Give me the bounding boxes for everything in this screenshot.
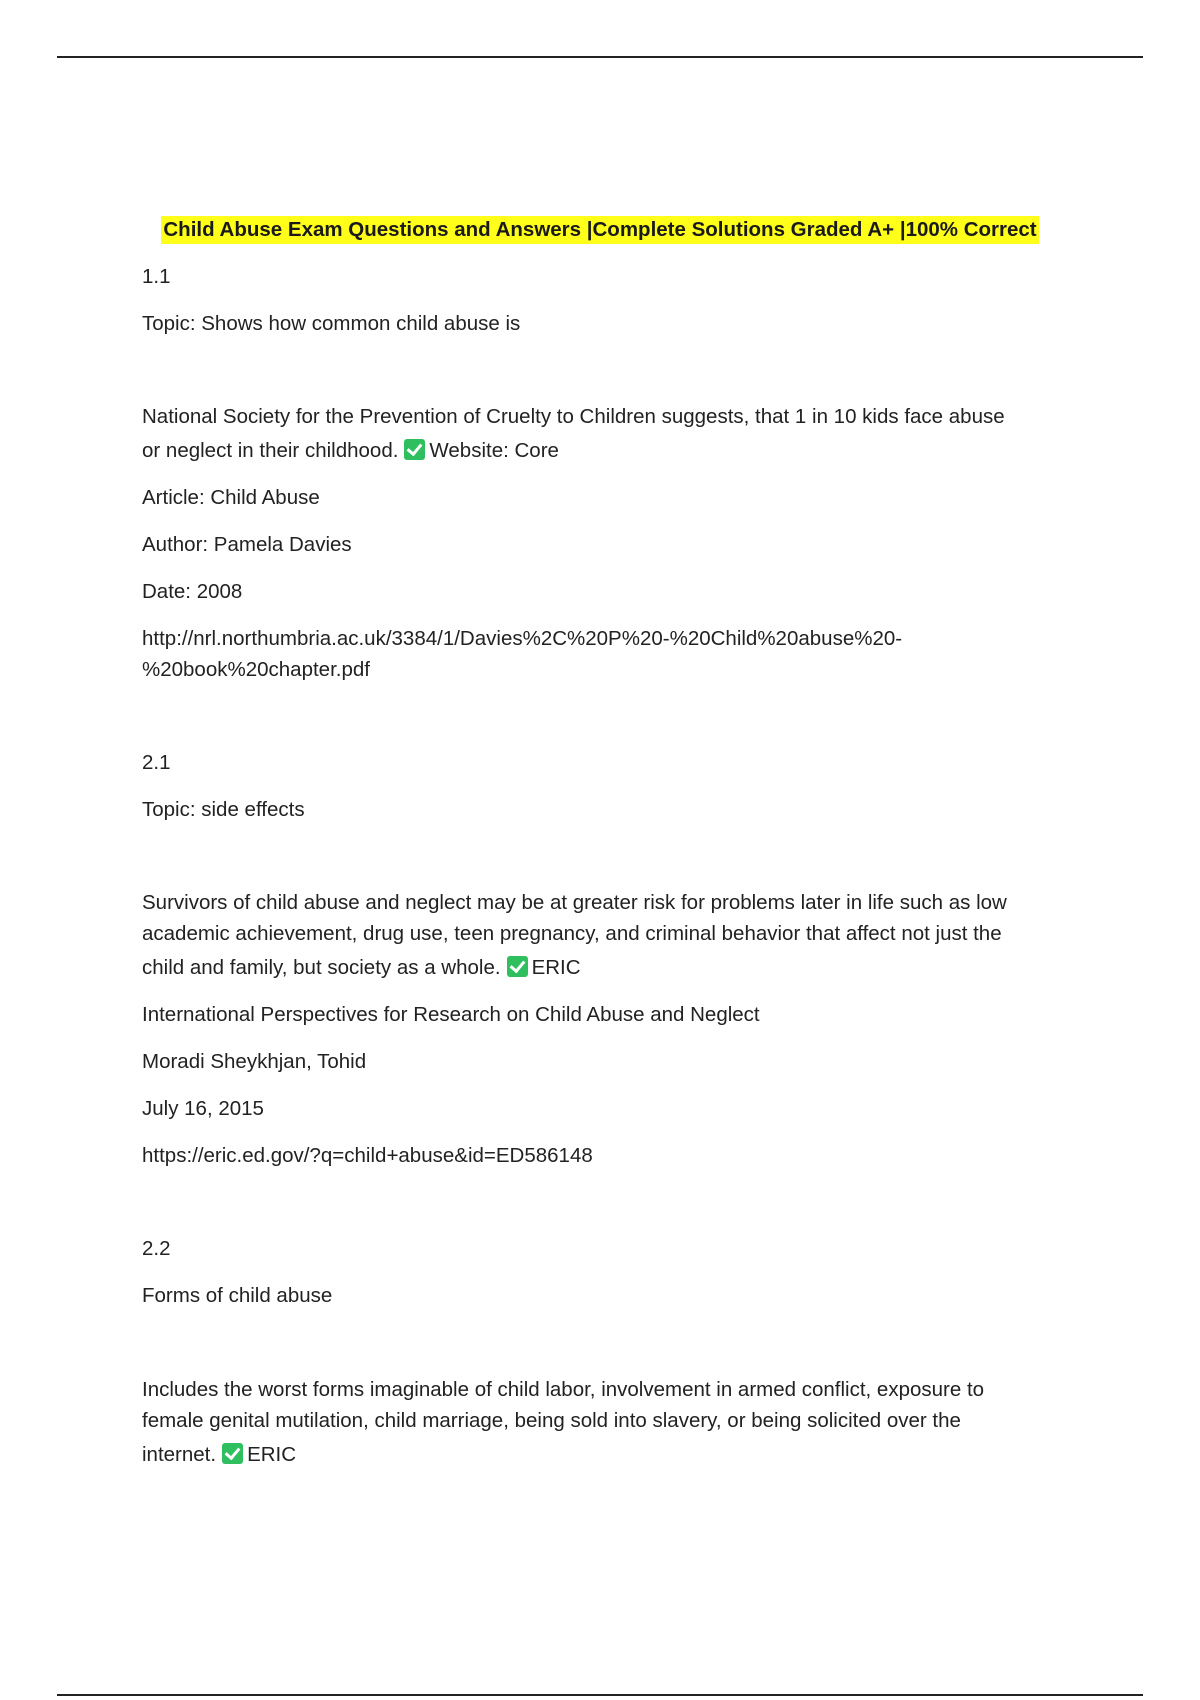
- answer-source: ERIC: [247, 1443, 297, 1466]
- source-date: Date: 2008: [142, 580, 243, 603]
- page-top-rule: [57, 56, 1143, 58]
- check-mark-icon: [222, 1443, 243, 1464]
- answer-text-line-last: [142, 952, 581, 984]
- check-mark-icon: [404, 439, 425, 460]
- section-number: 2.2: [142, 1237, 171, 1260]
- answer-text-line: National Society for the Prevention of Cruelty to Children suggests, that 1 in 10 kids face abuse: [142, 405, 1005, 428]
- section-topic: Topic: Shows how common child abuse is: [142, 312, 521, 335]
- source-url: http://nrl.northumbria.ac.uk/3384/1/Davies%2C%20P%20-%20Child%20abuse%20-: [142, 627, 903, 650]
- answer-source: ERIC: [531, 956, 581, 979]
- answer-text-line: academic achievement, drug use, teen pregnancy, and criminal behavior that affect not just the: [142, 922, 1002, 945]
- answer-text-line-last: [142, 1439, 296, 1471]
- answer-text: internet.: [142, 1443, 217, 1466]
- title-container: [0, 216, 1200, 244]
- document-title: Child Abuse Exam Questions and Answers |Complete Solutions Graded A+ |100% Correct: [161, 216, 1038, 244]
- section-topic: Forms of child abuse: [142, 1284, 333, 1307]
- source-url-continued: %20book%20chapter.pdf: [142, 658, 370, 681]
- source-author: Author: Pamela Davies: [142, 533, 352, 556]
- answer-text: or neglect in their childhood.: [142, 439, 399, 462]
- section-number: 1.1: [142, 265, 171, 288]
- answer-text-line: Includes the worst forms imaginable of child labor, involvement in armed conflict, exposure to: [142, 1378, 985, 1401]
- answer-text-line-last: [142, 435, 559, 467]
- source-author: Moradi Sheykhjan, Tohid: [142, 1050, 367, 1073]
- answer-source: Website: Core: [429, 439, 559, 462]
- section-topic: Topic: side effects: [142, 798, 305, 821]
- answer-text-line: Survivors of child abuse and neglect may be at greater risk for problems later in life such as low: [142, 891, 1007, 914]
- source-article: Article: Child Abuse: [142, 486, 320, 509]
- answer-text: child and family, but society as a whole.: [142, 956, 501, 979]
- page-bottom-rule: [57, 1694, 1143, 1696]
- answer-text-line: female genital mutilation, child marriage, being sold into slavery, or being solicited over the: [142, 1409, 961, 1432]
- source-title: International Perspectives for Research on Child Abuse and Neglect: [142, 1003, 760, 1026]
- check-mark-icon: [507, 956, 528, 977]
- source-date: July 16, 2015: [142, 1097, 264, 1120]
- section-number: 2.1: [142, 751, 171, 774]
- source-url: https://eric.ed.gov/?q=child+abuse&id=ED586148: [142, 1144, 593, 1167]
